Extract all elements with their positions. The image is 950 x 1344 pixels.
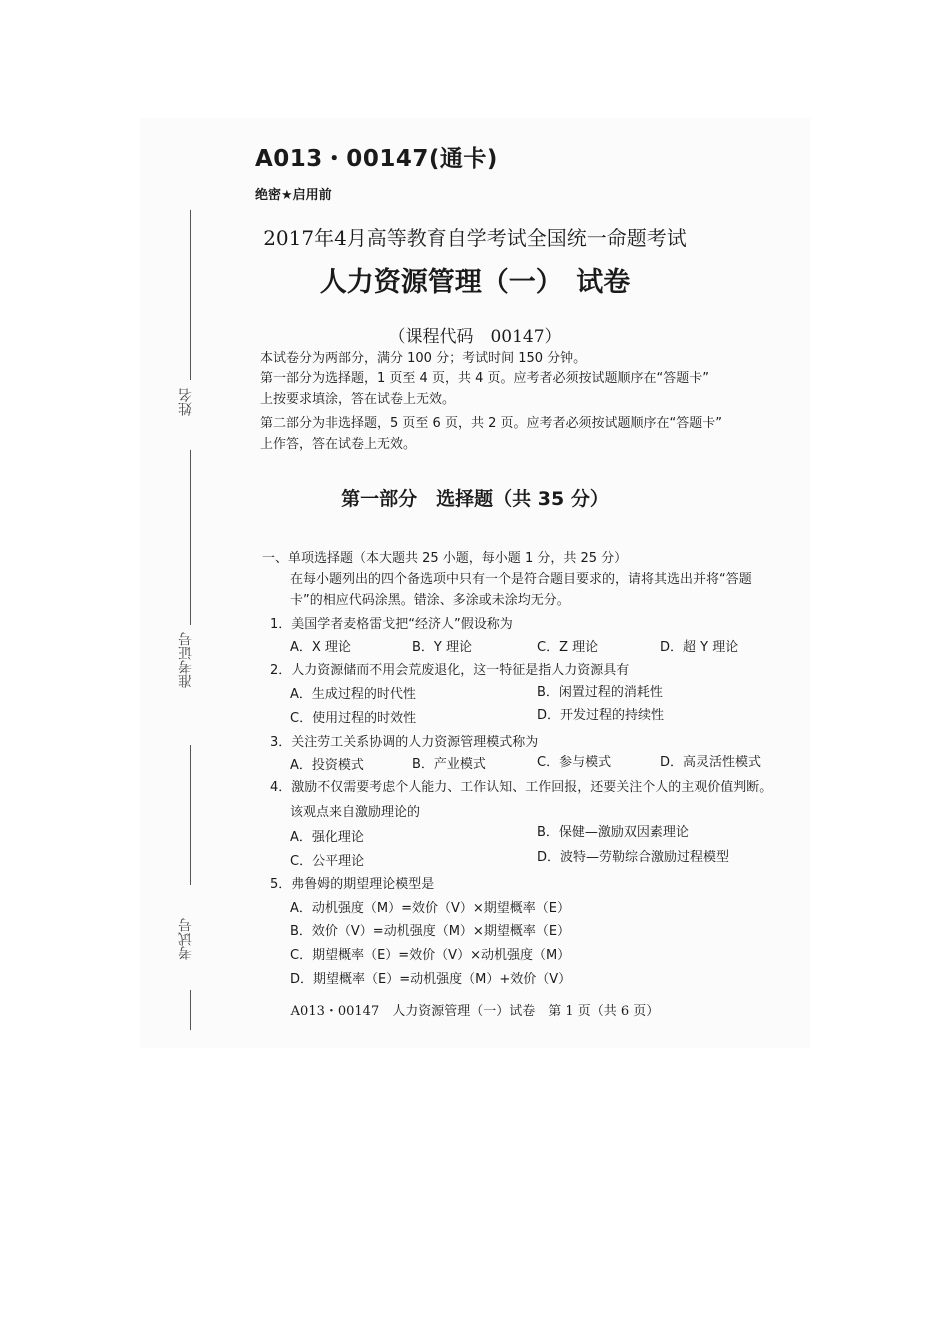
option: C．期望概率（E）=效价（V）×动机强度（M） — [290, 948, 571, 963]
confidential-mark: 绝密★启用前 — [255, 188, 332, 203]
course-code: （课程代码 00147） — [388, 327, 562, 347]
question-stem: 4．激励不仅需要考虑个人能力、工作认知、工作回报，还要关注个人的主观价值判断。 — [270, 780, 773, 795]
option: B．保健—激励双因素理论 — [537, 825, 689, 840]
option: C．Z 理论 — [537, 640, 599, 655]
name-label: 姓名 — [178, 388, 194, 416]
seat-number-label: 考试号 — [178, 918, 194, 960]
section-instruction: 卡”的相应代码涂黑。错涂、多涂或未涂均无分。 — [290, 593, 570, 608]
option: C．使用过程的时效性 — [290, 711, 417, 726]
option: A．X 理论 — [290, 640, 351, 655]
question-stem-continued: 该观点来自激励理论的 — [290, 805, 421, 820]
binding-line — [190, 745, 191, 885]
option: D．期望概率（E）=动机强度（M）+效价（V） — [290, 972, 572, 987]
option: C．参与模式 — [537, 755, 612, 770]
binding-line — [190, 450, 191, 625]
question-stem: 1．美国学者麦格雷戈把“经济人”假设称为 — [270, 617, 513, 632]
option: A．强化理论 — [290, 830, 364, 845]
option: A．动机强度（M）=效价（V）×期望概率（E） — [290, 901, 571, 916]
section-instruction: 在每小题列出的四个备选项中只有一个是符合题目要求的，请将其选出并将“答题 — [290, 572, 752, 587]
intro-line: 本试卷分为两部分，满分 100 分；考试时间 150 分钟。 — [260, 351, 587, 366]
option: B．产业模式 — [412, 757, 486, 772]
ticket-number-label: 准考证号 — [178, 632, 194, 688]
section-heading: 一、单项选择题（本大题共 25 小题，每小题 1 分，共 25 分） — [262, 551, 628, 566]
option: B．效价（V）=动机强度（M）×期望概率（E） — [290, 924, 571, 939]
option: B．Y 理论 — [412, 640, 472, 655]
question-stem: 3．关注劳工关系协调的人力资源管理模式称为 — [270, 735, 539, 750]
option: A．投资模式 — [290, 758, 364, 773]
intro-line: 第二部分为非选择题，5 页至 6 页，共 2 页。应考者必须按试题顺序在“答题卡” — [260, 416, 722, 431]
option: D．波特—劳勒综合激励过程模型 — [537, 850, 730, 865]
paper-code: A013・00147(通卡) — [255, 146, 498, 172]
question-stem: 5．弗鲁姆的期望理论模型是 — [270, 877, 435, 892]
option: D．开发过程的持续性 — [537, 708, 665, 723]
part-title: 第一部分 选择题（共 35 分） — [341, 488, 609, 510]
question-stem: 2．人力资源储而不用会荒废退化，这一特征是指人力资源具有 — [270, 663, 630, 678]
intro-line: 第一部分为选择题，1 页至 4 页，共 4 页。应考者必须按试题顺序在“答题卡” — [260, 371, 709, 386]
option: D．高灵活性模式 — [660, 755, 762, 770]
page-footer: A013・00147 人力资源管理（一）试卷 第 1 页（共 6 页） — [290, 1004, 660, 1019]
intro-line: 上按要求填涂，答在试卷上无效。 — [260, 392, 456, 407]
exam-title: 2017年4月高等教育自学考试全国统一命题考试 — [263, 226, 687, 250]
option: D．超 Y 理论 — [660, 640, 739, 655]
option: C．公平理论 — [290, 854, 365, 869]
option: B．闲置过程的消耗性 — [537, 685, 663, 700]
intro-line: 上作答，答在试卷上无效。 — [260, 437, 417, 452]
paper-title: 人力资源管理（一） 试卷 — [319, 267, 631, 298]
option: A．生成过程的时代性 — [290, 687, 416, 702]
